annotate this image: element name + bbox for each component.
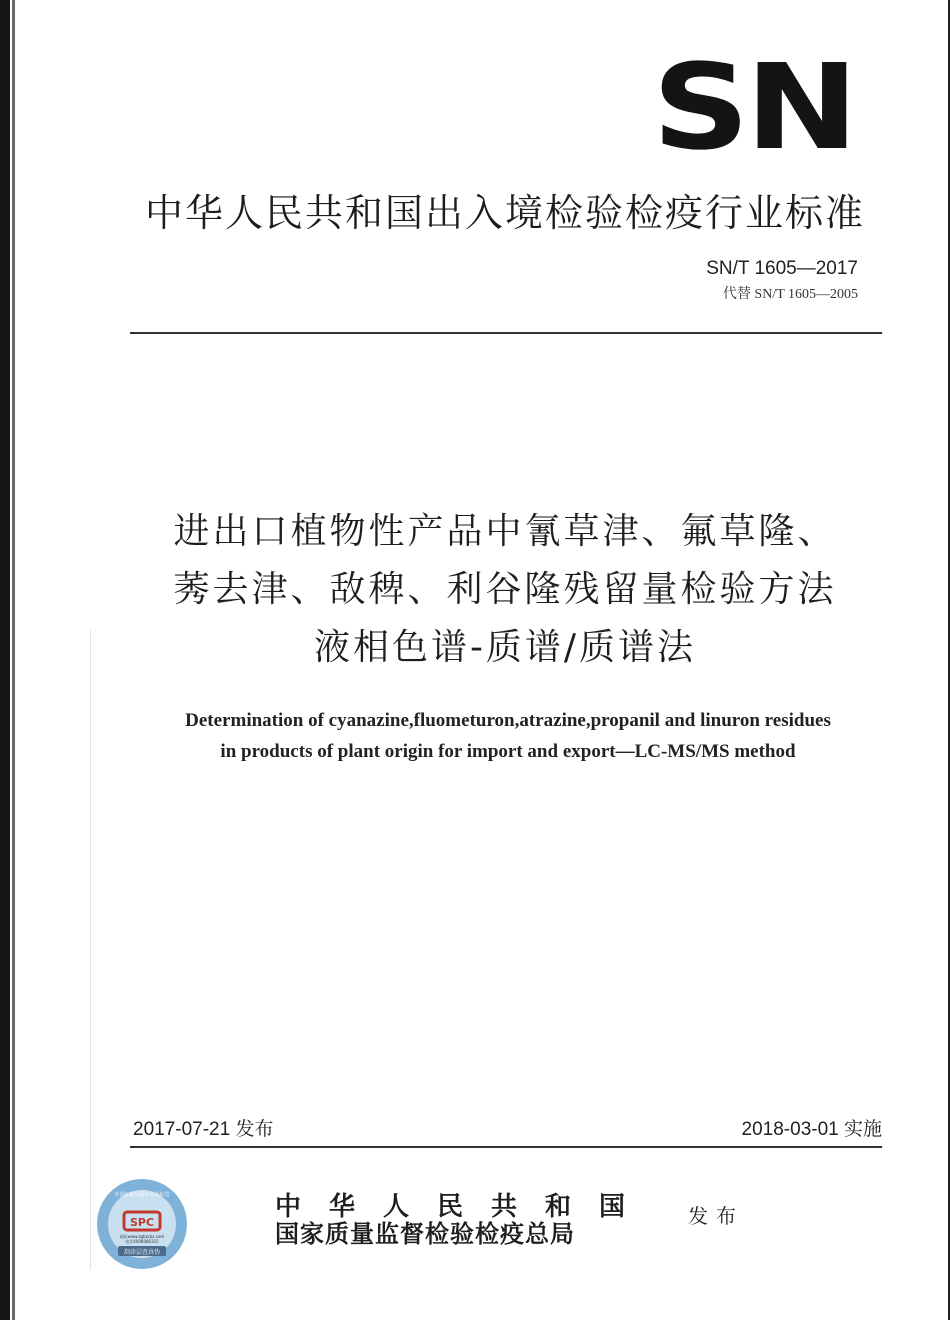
publisher-line-1: 中华人民共和国 (275, 1192, 654, 1222)
title-en-line-1: Determination of cyanazine,fluometuron,atrazine,propanil and linuron residues (185, 710, 831, 731)
publisher-line-2: 国家质量监督检验检疫总局 (275, 1219, 575, 1248)
publish-label: 发布 (688, 1204, 744, 1228)
standard-number: SN/T 1605—2017 (706, 258, 858, 279)
sn-logo: SN (652, 38, 855, 176)
bottom-divider (130, 1146, 882, 1148)
top-divider (130, 332, 882, 334)
seal-phone-text: 电话4008086315 (125, 1239, 159, 1244)
replaced-standard: 代替 SN/T 1605—2005 (722, 287, 858, 302)
seal-mark-glyph: SPC (129, 1216, 155, 1229)
title-cn-line-3: 液相色谱-质谱/质谱法 (313, 627, 697, 668)
industry-standard-title: 中华人民共和国出入境检验检疫行业标准 (144, 191, 865, 235)
title-cn-line-2: 莠去津、敌稗、利谷隆残留量检验方法 (173, 569, 837, 610)
implementation-date: 2018-03-01 实施 (741, 1119, 882, 1140)
anti-counterfeit-seal (96, 1178, 188, 1270)
title-cn-line-1: 进出口植物性产品中氰草津、氟草隆、 (173, 511, 837, 552)
page-fold-line (90, 630, 91, 1270)
seal-site-text: 网址www.zgbzcbs.com (119, 1234, 165, 1239)
title-en-line-2: in products of plant origin for import and export—LC-MS/MS method (220, 741, 796, 762)
issue-date: 2017-07-21 发布 (133, 1119, 274, 1140)
seal-top-text: 中国标准出版社防伪标签 (114, 1192, 170, 1198)
seal-bottom-text: 刮涂层查真伪 (123, 1249, 161, 1256)
